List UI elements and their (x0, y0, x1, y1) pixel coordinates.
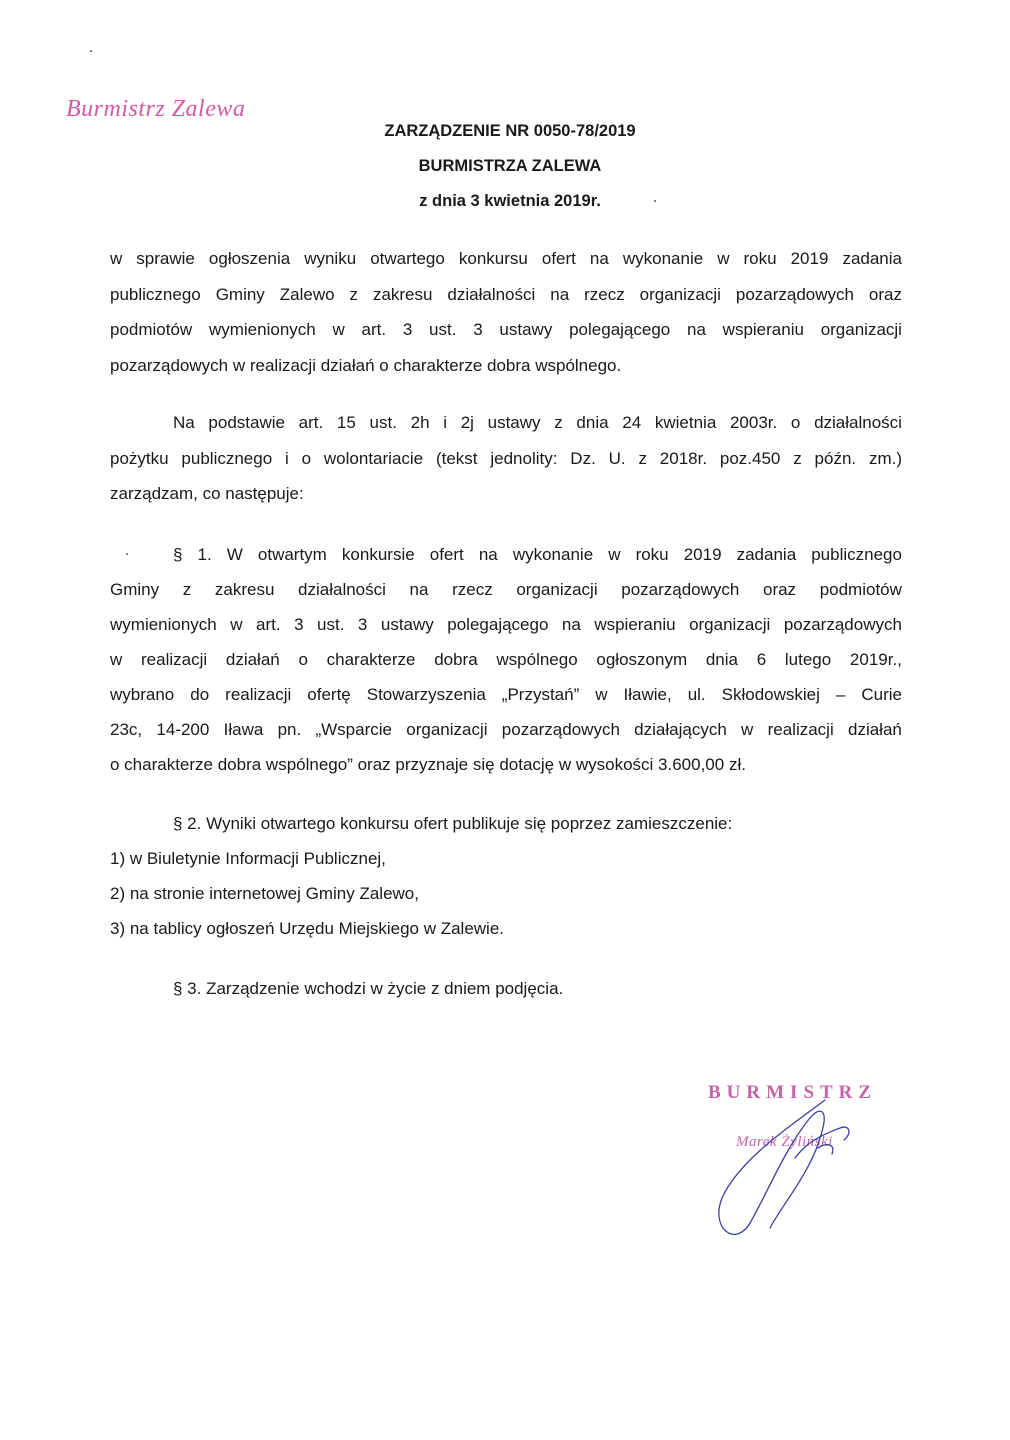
word: ogłoszonym (596, 650, 688, 669)
word: z (638, 448, 647, 468)
word: polegającego (447, 615, 549, 634)
word: w (230, 615, 243, 634)
word: otwartym (257, 545, 327, 564)
word: o (790, 413, 801, 432)
word: zakresu (214, 580, 275, 599)
text-line (110, 607, 902, 642)
section-3 (110, 971, 902, 1006)
word: publicznego (811, 545, 902, 564)
word: organizacji (639, 284, 721, 304)
word: w (717, 249, 730, 268)
word: organizacji (406, 720, 488, 739)
section-2 (110, 806, 902, 946)
order-date: z dnia 3 kwietnia 2019r. (419, 192, 601, 210)
word: rzecz (584, 284, 625, 304)
text-line (110, 642, 902, 677)
word: polegającego (569, 320, 671, 339)
word: Zalewo (279, 284, 335, 304)
word: wolontariacie (323, 448, 424, 468)
word: organizacji (516, 580, 598, 599)
word: dobra (434, 650, 478, 669)
word: wykonanie (622, 249, 704, 268)
corner-stamp: Burmistrz Zalewa (66, 96, 246, 122)
word: konkursu (458, 249, 528, 268)
word: (tekst (435, 448, 478, 468)
word: 24 (622, 413, 642, 432)
word: – (835, 685, 846, 704)
word: na (589, 249, 609, 268)
word: realizacji (141, 650, 208, 669)
subject-paragraph (110, 241, 902, 383)
word: 14-200 (156, 720, 210, 739)
text-line (110, 712, 902, 747)
list-item: 2) na stronie internetowej Gminy Zalewo, (110, 884, 419, 903)
word: Curie (861, 685, 902, 704)
text-line (110, 537, 902, 572)
word: wspieraniu (594, 615, 676, 634)
word: na (687, 320, 706, 339)
word: Na (173, 413, 195, 432)
order-number: ZARZĄDZENIE NR 0050-78/2019 (384, 122, 636, 140)
word: charakterze (326, 650, 416, 669)
word: w (741, 720, 754, 739)
word: z (182, 580, 192, 599)
word: organizacji (820, 320, 902, 339)
word: wyniku (304, 249, 357, 268)
word: ogłoszenia (208, 249, 291, 268)
word: w (110, 650, 123, 669)
issuer: BURMISTRZA ZALEWA (418, 157, 602, 175)
word: rzecz (452, 580, 493, 599)
word: do (190, 685, 210, 704)
stamp-title: BURMISTRZ (708, 1082, 878, 1103)
word: 1. (197, 545, 212, 564)
word: podmiotów (110, 320, 193, 339)
word: na (409, 580, 429, 599)
word: lutego (784, 650, 832, 669)
word: wykonanie (512, 545, 594, 564)
word: Gminy (215, 284, 265, 304)
word: 2019 (790, 249, 829, 268)
word: późn. (814, 448, 857, 468)
text-line: zarządzam, co następuje: (110, 484, 304, 503)
word: podstawie (208, 413, 285, 432)
word: na (478, 545, 498, 564)
word: art. (361, 320, 387, 339)
word: otwartego (370, 249, 445, 268)
word: i (443, 413, 448, 432)
legal-basis-paragraph (110, 405, 902, 512)
word: 2018r. (659, 448, 708, 468)
word: ofertę (307, 685, 351, 704)
word: U. (608, 448, 626, 468)
word: działań (848, 720, 902, 739)
word: roku (743, 249, 777, 268)
word: wspieraniu (722, 320, 804, 339)
list-item: 3) na tablicy ogłoszeń Urzędu Miejskiego w Zalewie. (110, 919, 505, 938)
list-item: 1) w Biuletynie Informacji Publicznej, (110, 849, 386, 868)
document-header (345, 114, 675, 219)
word: Iławie, (623, 685, 672, 704)
stamp-name: Marek Żyliński (736, 1134, 833, 1150)
word: dnia (705, 650, 738, 669)
word: Iława (223, 720, 264, 739)
word: ofert (429, 545, 464, 564)
word: publicznego (110, 284, 201, 304)
word: działalności (447, 284, 536, 304)
word: ustawy (487, 413, 541, 432)
word: organizacji (689, 615, 771, 634)
word: w (608, 545, 621, 564)
handwritten-signature (700, 1078, 930, 1258)
word: podmiotów (819, 580, 902, 599)
text-line (110, 405, 902, 441)
word: 3 (294, 615, 304, 634)
word: zakresu (372, 284, 433, 304)
word: zm.) (868, 448, 902, 468)
text-line: o charakterze dobra wspólnego” oraz przyznaje się dotację w wysokości 3.600,00 zł. (110, 755, 746, 774)
word: 2j (460, 413, 474, 432)
word: z (793, 448, 802, 468)
scan-speck (90, 50, 92, 52)
word: pozarządowych (501, 720, 620, 739)
word: ul. (687, 685, 706, 704)
word: jednolity: (490, 448, 558, 468)
word: „Przystań” (501, 685, 580, 704)
word: działających (634, 720, 727, 739)
word: Dz. (570, 448, 596, 468)
word: działań (225, 650, 280, 669)
word: na (550, 284, 570, 304)
word: konkursie (341, 545, 415, 564)
text-line: pozarządowych w realizacji działań o charakterze dobra wspólnego. (110, 355, 622, 375)
word: pozarządowych (621, 580, 740, 599)
word: Stowarzyszenia (366, 685, 486, 704)
word: kwietnia (654, 413, 717, 432)
word: publicznego (181, 448, 273, 468)
word: art. (298, 413, 324, 432)
text-line (110, 312, 902, 348)
word: w (595, 685, 608, 704)
word: z (554, 413, 563, 432)
signature-stamp (700, 1078, 930, 1258)
text-line (110, 677, 902, 712)
word: wymienionych (208, 320, 316, 339)
text-line (110, 241, 902, 277)
text-line (110, 441, 902, 477)
word: W (226, 545, 243, 564)
word: zadania (842, 249, 902, 268)
word: działalności (298, 580, 386, 599)
word: wybrano (110, 685, 175, 704)
text-line (110, 277, 902, 313)
word: oraz (868, 284, 902, 304)
word: w (110, 249, 123, 268)
section-2-intro: § 2. Wyniki otwartego konkursu ofert publikuje się poprzez zamieszczenie: (173, 814, 733, 833)
word: pn. (277, 720, 302, 739)
word: ust. (429, 320, 457, 339)
word: art. (256, 615, 281, 634)
word: „Wsparcie (315, 720, 392, 739)
text-line: § 3. Zarządzenie wchodzi w życie z dniem podjęcia. (173, 979, 564, 998)
word: 2003r. (729, 413, 778, 432)
section-1 (110, 537, 902, 782)
word: roku (635, 545, 669, 564)
word: 2h (410, 413, 430, 432)
word: sprawie (136, 249, 195, 268)
word: wymienionych (110, 615, 217, 634)
word: ustawy (499, 320, 553, 339)
word: poz.450 (719, 448, 781, 468)
word: na (561, 615, 581, 634)
word: oraz (762, 580, 797, 599)
word: 15 (336, 413, 356, 432)
text-line (110, 572, 902, 607)
word: pozarządowych (735, 284, 854, 304)
word: 6 (756, 650, 767, 669)
word: 3 (402, 320, 413, 339)
word: 23c, (110, 720, 143, 739)
word: 3 (357, 615, 368, 634)
word: ofert (541, 249, 576, 268)
word: ustawy (380, 615, 434, 634)
word: dnia (576, 413, 609, 432)
word: 2019 (683, 545, 722, 564)
word: 2019r., (849, 650, 902, 669)
word: Skłodowskiej (721, 685, 820, 704)
word: pozarządowych (783, 615, 902, 634)
word: zadania (736, 545, 797, 564)
word: i (285, 448, 289, 468)
word: § (173, 545, 183, 564)
word: o (301, 448, 312, 468)
word: Gminy (110, 580, 160, 599)
word: ust. (317, 615, 345, 634)
word: ust. (369, 413, 397, 432)
word: z (349, 284, 358, 304)
word: w (332, 320, 345, 339)
word: realizacji (767, 720, 834, 739)
word: pożytku (110, 448, 169, 468)
word: działalności (814, 413, 902, 432)
word: o (298, 650, 308, 669)
word: wspólnego (496, 650, 578, 669)
word: 3 (473, 320, 483, 339)
word: realizacji (225, 685, 292, 704)
